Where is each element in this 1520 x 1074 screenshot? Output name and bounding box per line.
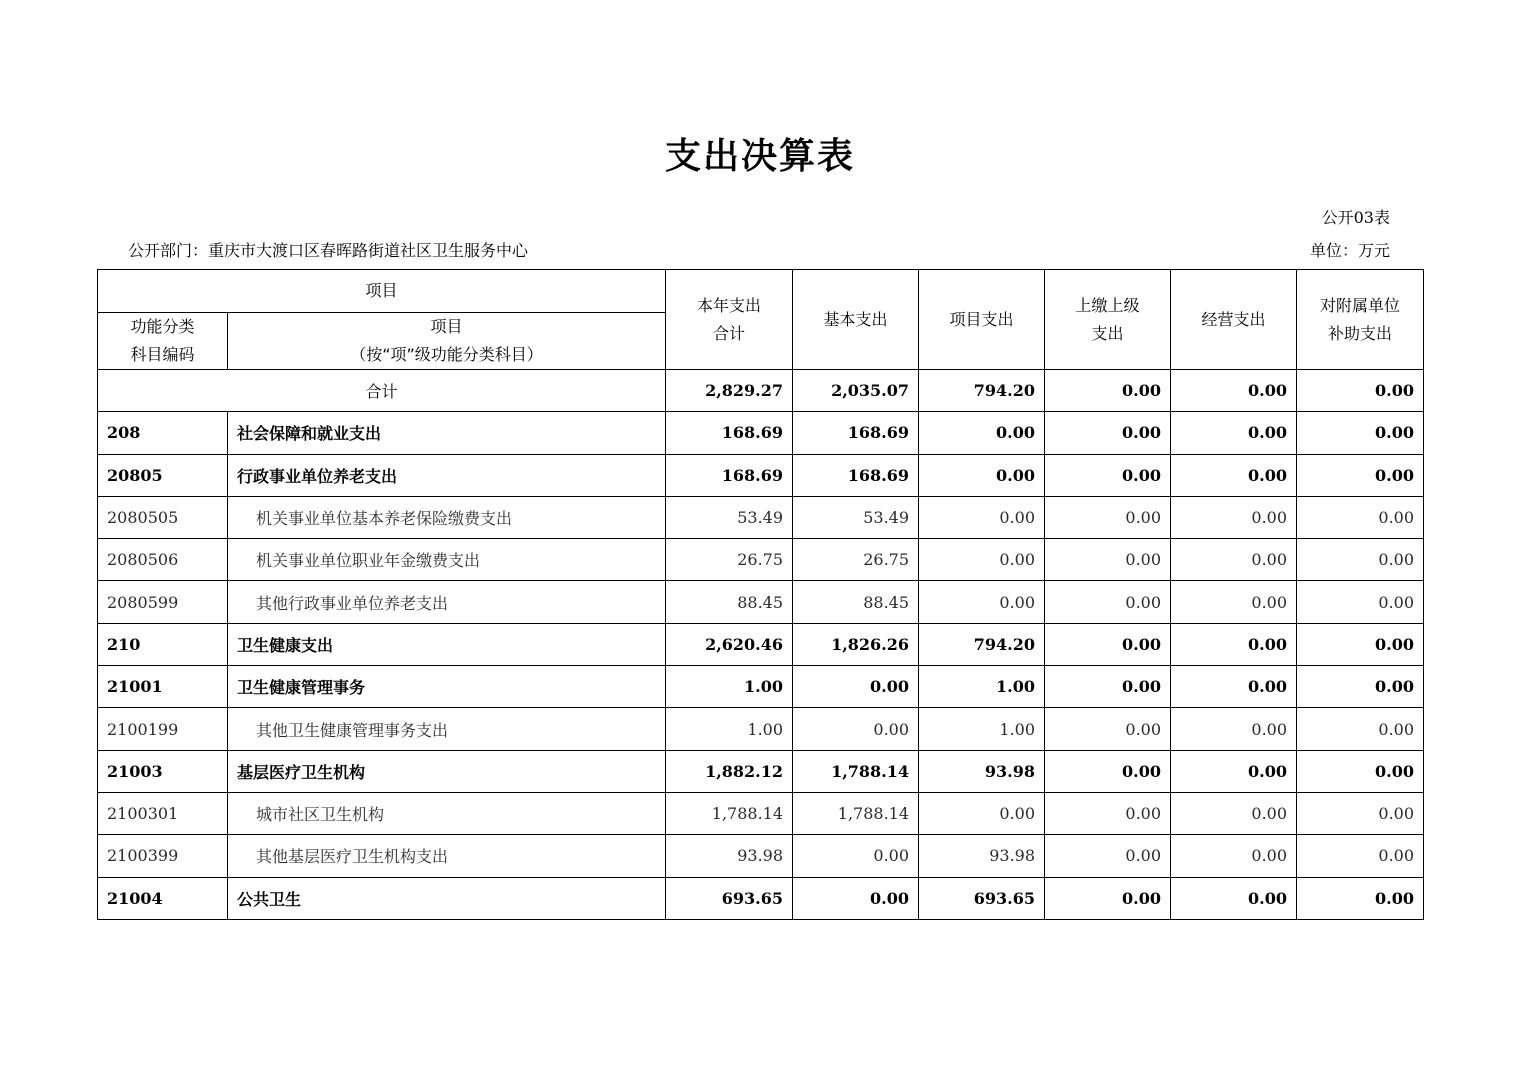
header-subsidy-line2: 补助支出: [1328, 323, 1393, 343]
row-value: 0.00: [1171, 877, 1297, 919]
row-value: 0.00: [1297, 708, 1424, 750]
row-value: 0.00: [1297, 792, 1424, 834]
row-name: 其他行政事业单位养老支出: [228, 581, 666, 623]
total-row: [98, 370, 1424, 412]
total-value: 0.00: [1171, 370, 1297, 412]
row-value: 0.00: [919, 412, 1045, 454]
page-title: 支出决算表: [664, 136, 855, 177]
row-value: 0.00: [1171, 666, 1297, 708]
row-name: 机关事业单位职业年金缴费支出: [228, 539, 666, 581]
row-value: 53.49: [793, 496, 919, 538]
expenditure-table: [97, 269, 1424, 920]
row-value: 0.00: [1045, 454, 1171, 496]
row-value: 1,882.12: [666, 750, 793, 792]
header-item: [228, 313, 666, 370]
row-value: 0.00: [1045, 835, 1171, 877]
row-value: 0.00: [1297, 496, 1424, 538]
row-name: 卫生健康支出: [228, 623, 666, 665]
row-value: 0.00: [1171, 581, 1297, 623]
row-value: 0.00: [1297, 835, 1424, 877]
row-value: 53.49: [666, 496, 793, 538]
row-name: 城市社区卫生机构: [228, 792, 666, 834]
row-value: 1,788.14: [666, 792, 793, 834]
row-value: 1.00: [666, 708, 793, 750]
row-value: 0.00: [919, 539, 1045, 581]
row-value: 0.00: [1171, 792, 1297, 834]
row-value: 0.00: [793, 666, 919, 708]
row-value: 0.00: [1171, 750, 1297, 792]
row-name: 社会保障和就业支出: [228, 412, 666, 454]
table-row: [98, 835, 1424, 877]
row-value: 0.00: [1297, 581, 1424, 623]
total-label: 合计: [98, 370, 666, 412]
row-name: 机关事业单位基本养老保险缴费支出: [228, 496, 666, 538]
row-name: 公共卫生: [228, 877, 666, 919]
table-row: [98, 454, 1424, 496]
header-total: [666, 270, 793, 370]
row-code: 21001: [98, 666, 228, 708]
header-upper-line1: 上缴上级: [1075, 295, 1140, 315]
row-value: 1.00: [666, 666, 793, 708]
table-row: [98, 750, 1424, 792]
table-row: [98, 877, 1424, 919]
row-value: 0.00: [1297, 412, 1424, 454]
header-project: 项目支出: [919, 270, 1045, 370]
row-code: 20805: [98, 454, 228, 496]
header-upper: [1045, 270, 1171, 370]
table-row: [98, 623, 1424, 665]
row-name: 其他卫生健康管理事务支出: [228, 708, 666, 750]
row-code: 21003: [98, 750, 228, 792]
row-value: 1.00: [919, 708, 1045, 750]
row-value: 0.00: [1297, 877, 1424, 919]
header-total-line2: 合计: [713, 323, 746, 343]
row-value: 0.00: [1045, 623, 1171, 665]
row-value: 0.00: [1045, 412, 1171, 454]
row-value: 88.45: [793, 581, 919, 623]
row-value: 26.75: [793, 539, 919, 581]
total-value: 0.00: [1297, 370, 1424, 412]
header-upper-line2: 支出: [1091, 323, 1124, 343]
row-value: 0.00: [1171, 539, 1297, 581]
row-value: 0.00: [1171, 496, 1297, 538]
department-label: 公开部门：重庆市大渡口区春晖路街道社区卫生服务中心: [128, 241, 529, 260]
row-code: 2100199: [98, 708, 228, 750]
total-value: 2,035.07: [793, 370, 919, 412]
row-value: 0.00: [1045, 877, 1171, 919]
row-name: 卫生健康管理事务: [228, 666, 666, 708]
row-value: 0.00: [1297, 623, 1424, 665]
row-code: 2080506: [98, 539, 228, 581]
header-subsidy-line1: 对附属单位: [1320, 295, 1401, 315]
row-value: 1,788.14: [793, 792, 919, 834]
row-value: 168.69: [793, 454, 919, 496]
row-value: 168.69: [793, 412, 919, 454]
row-value: 0.00: [1045, 581, 1171, 623]
row-value: 1.00: [919, 666, 1045, 708]
table-row: [98, 496, 1424, 538]
table-row: [98, 581, 1424, 623]
row-value: 0.00: [793, 877, 919, 919]
row-value: 0.00: [793, 708, 919, 750]
row-value: 168.69: [666, 454, 793, 496]
header-subsidy: [1297, 270, 1424, 370]
row-value: 168.69: [666, 412, 793, 454]
header-basic: 基本支出: [793, 270, 919, 370]
total-value: 2,829.27: [666, 370, 793, 412]
row-value: 0.00: [1045, 708, 1171, 750]
row-value: 2,620.46: [666, 623, 793, 665]
row-value: 0.00: [1045, 539, 1171, 581]
row-code: 210: [98, 623, 228, 665]
total-value: 0.00: [1045, 370, 1171, 412]
table-row: [98, 666, 1424, 708]
header-business: 经营支出: [1171, 270, 1297, 370]
row-value: 0.00: [1297, 454, 1424, 496]
row-value: 93.98: [919, 750, 1045, 792]
row-value: 0.00: [793, 835, 919, 877]
header-code-line1: 功能分类: [130, 317, 195, 336]
header-project-group: 项目: [98, 270, 666, 313]
row-value: 0.00: [919, 496, 1045, 538]
row-value: 0.00: [919, 792, 1045, 834]
row-name: 行政事业单位养老支出: [228, 454, 666, 496]
table-row: [98, 539, 1424, 581]
row-value: 0.00: [1045, 750, 1171, 792]
row-value: 1,826.26: [793, 623, 919, 665]
row-value: 1,788.14: [793, 750, 919, 792]
header-item-line1: 项目: [430, 317, 463, 336]
row-value: 88.45: [666, 581, 793, 623]
row-code: 208: [98, 412, 228, 454]
row-name: 其他基层医疗卫生机构支出: [228, 835, 666, 877]
row-code: 2100301: [98, 792, 228, 834]
row-value: 93.98: [919, 835, 1045, 877]
form-number: 公开03表: [1321, 208, 1390, 227]
row-value: 794.20: [919, 623, 1045, 665]
header-total-line1: 本年支出: [697, 295, 762, 315]
row-value: 0.00: [919, 454, 1045, 496]
row-value: 0.00: [1045, 666, 1171, 708]
row-value: 0.00: [1171, 835, 1297, 877]
row-value: 0.00: [1045, 792, 1171, 834]
row-code: 2080599: [98, 581, 228, 623]
row-value: 26.75: [666, 539, 793, 581]
row-code: 2100399: [98, 835, 228, 877]
row-value: 0.00: [1297, 539, 1424, 581]
row-value: 0.00: [1045, 496, 1171, 538]
row-code: 2080505: [98, 496, 228, 538]
header-row-1: [98, 270, 1424, 313]
row-value: 0.00: [1171, 454, 1297, 496]
unit-label: 单位：万元: [1309, 241, 1390, 260]
row-value: 93.98: [666, 835, 793, 877]
row-value: 0.00: [919, 581, 1045, 623]
row-value: 693.65: [919, 877, 1045, 919]
row-value: 0.00: [1297, 750, 1424, 792]
row-value: 0.00: [1171, 708, 1297, 750]
table-row: [98, 708, 1424, 750]
row-value: 0.00: [1171, 623, 1297, 665]
row-value: 0.00: [1171, 412, 1297, 454]
table-row: [98, 792, 1424, 834]
table-row: [98, 412, 1424, 454]
row-value: 693.65: [666, 877, 793, 919]
header-item-line2: （按“项”级功能分类科目）: [350, 345, 543, 364]
row-value: 0.00: [1297, 666, 1424, 708]
total-value: 794.20: [919, 370, 1045, 412]
header-code: [98, 313, 228, 370]
row-code: 21004: [98, 877, 228, 919]
header-code-line2: 科目编码: [130, 345, 195, 364]
row-name: 基层医疗卫生机构: [228, 750, 666, 792]
